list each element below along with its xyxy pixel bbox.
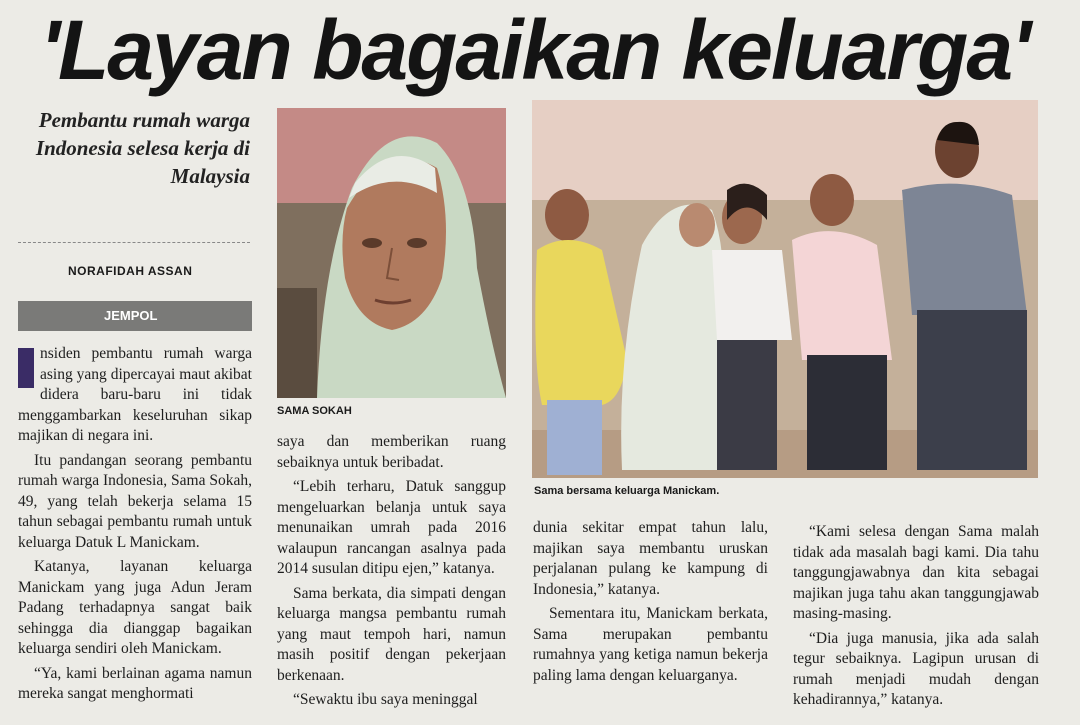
- divider: [18, 242, 250, 243]
- portrait-photo: [277, 108, 506, 398]
- paragraph: “Dia juga manusia, jika ada salah tegur sebaiknya. Lagipun urusan di rumah menjadi mudah dengan kehadirannya,” katanya.: [793, 629, 1039, 708]
- headline: 'Layan bagaikan keluarga': [40, 3, 1030, 97]
- paragraph: Sementara itu, Manickam berkata, Sama merupakan pembantu rumahnya yang ketiga namun bekerja paling lama dengan keluarganya.: [533, 605, 768, 684]
- paragraph: “Sewaktu ibu saya meninggal: [293, 691, 478, 708]
- family-photo: [532, 100, 1038, 478]
- photo-caption: SAMA SOKAH: [277, 405, 352, 417]
- paragraph: dunia sekitar empat tahun lalu, majikan saya membantu uruskan perjalanan pulang ke kampung di Indonesia,” katanya.: [533, 519, 768, 598]
- article-column-3: [533, 518, 768, 690]
- paragraph: saya dan memberikan ruang sebaiknya untuk beribadat.: [277, 433, 506, 471]
- subheadline: Pembantu rumah warga Indonesia selesa kerja di Malaysia: [35, 108, 250, 188]
- dropcap: I: [18, 348, 34, 388]
- paragraph: “Ya, kami berlainan agama namun mereka sangat menghormati: [18, 664, 252, 702]
- article-column-4: [793, 522, 1039, 715]
- paragraph: “Kami selesa dengan Sama malah tidak ada masalah bagi kami. Dia tahu tanggungjawabnya dan kita sebagai majikan juga tahu akan tanggungjawab masing-masing.: [793, 523, 1039, 622]
- paragraph: I nsiden pembantu rumah warga asing yang dipercayai maut akibat didera baru-baru ini tidak menggambarkan keseluruhan sikap majikan di negara ini.: [18, 345, 252, 444]
- byline: NORAFIDAH ASSAN: [68, 264, 193, 278]
- photo-caption: Sama bersama keluarga Manickam.: [534, 485, 720, 497]
- paragraph: Katanya, layanan keluarga Manickam yang juga Adun Jeram Padang terhadapnya sangat baik sehingga dia dianggap bagaikan keluarga sendiri oleh Manickam.: [18, 558, 252, 657]
- article-column-1: [18, 344, 252, 709]
- paragraph: Sama berkata, dia simpati dengan keluarga mangsa pembantu rumah yang maut tempoh hari, namun masih positif dengan pekerjaan berkenaan.: [277, 584, 506, 684]
- dateline-bar: JEMPOL: [18, 301, 252, 331]
- article-column-2: [277, 432, 506, 715]
- paragraph: Itu pandangan seorang pembantu rumah warga Indonesia, Sama Sokah, 49, yang telah bekerja selama 15 tahun sebagai pembantu rumah untuk keluarga Datuk L Manickam.: [18, 451, 252, 551]
- paragraph: “Lebih terharu, Datuk sanggup mengeluarkan belanja untuk saya menunaikan umrah pada 2016 walaupun rancangan asalnya pada 2014 susulan ditipu ejen,” katanya.: [277, 478, 506, 577]
